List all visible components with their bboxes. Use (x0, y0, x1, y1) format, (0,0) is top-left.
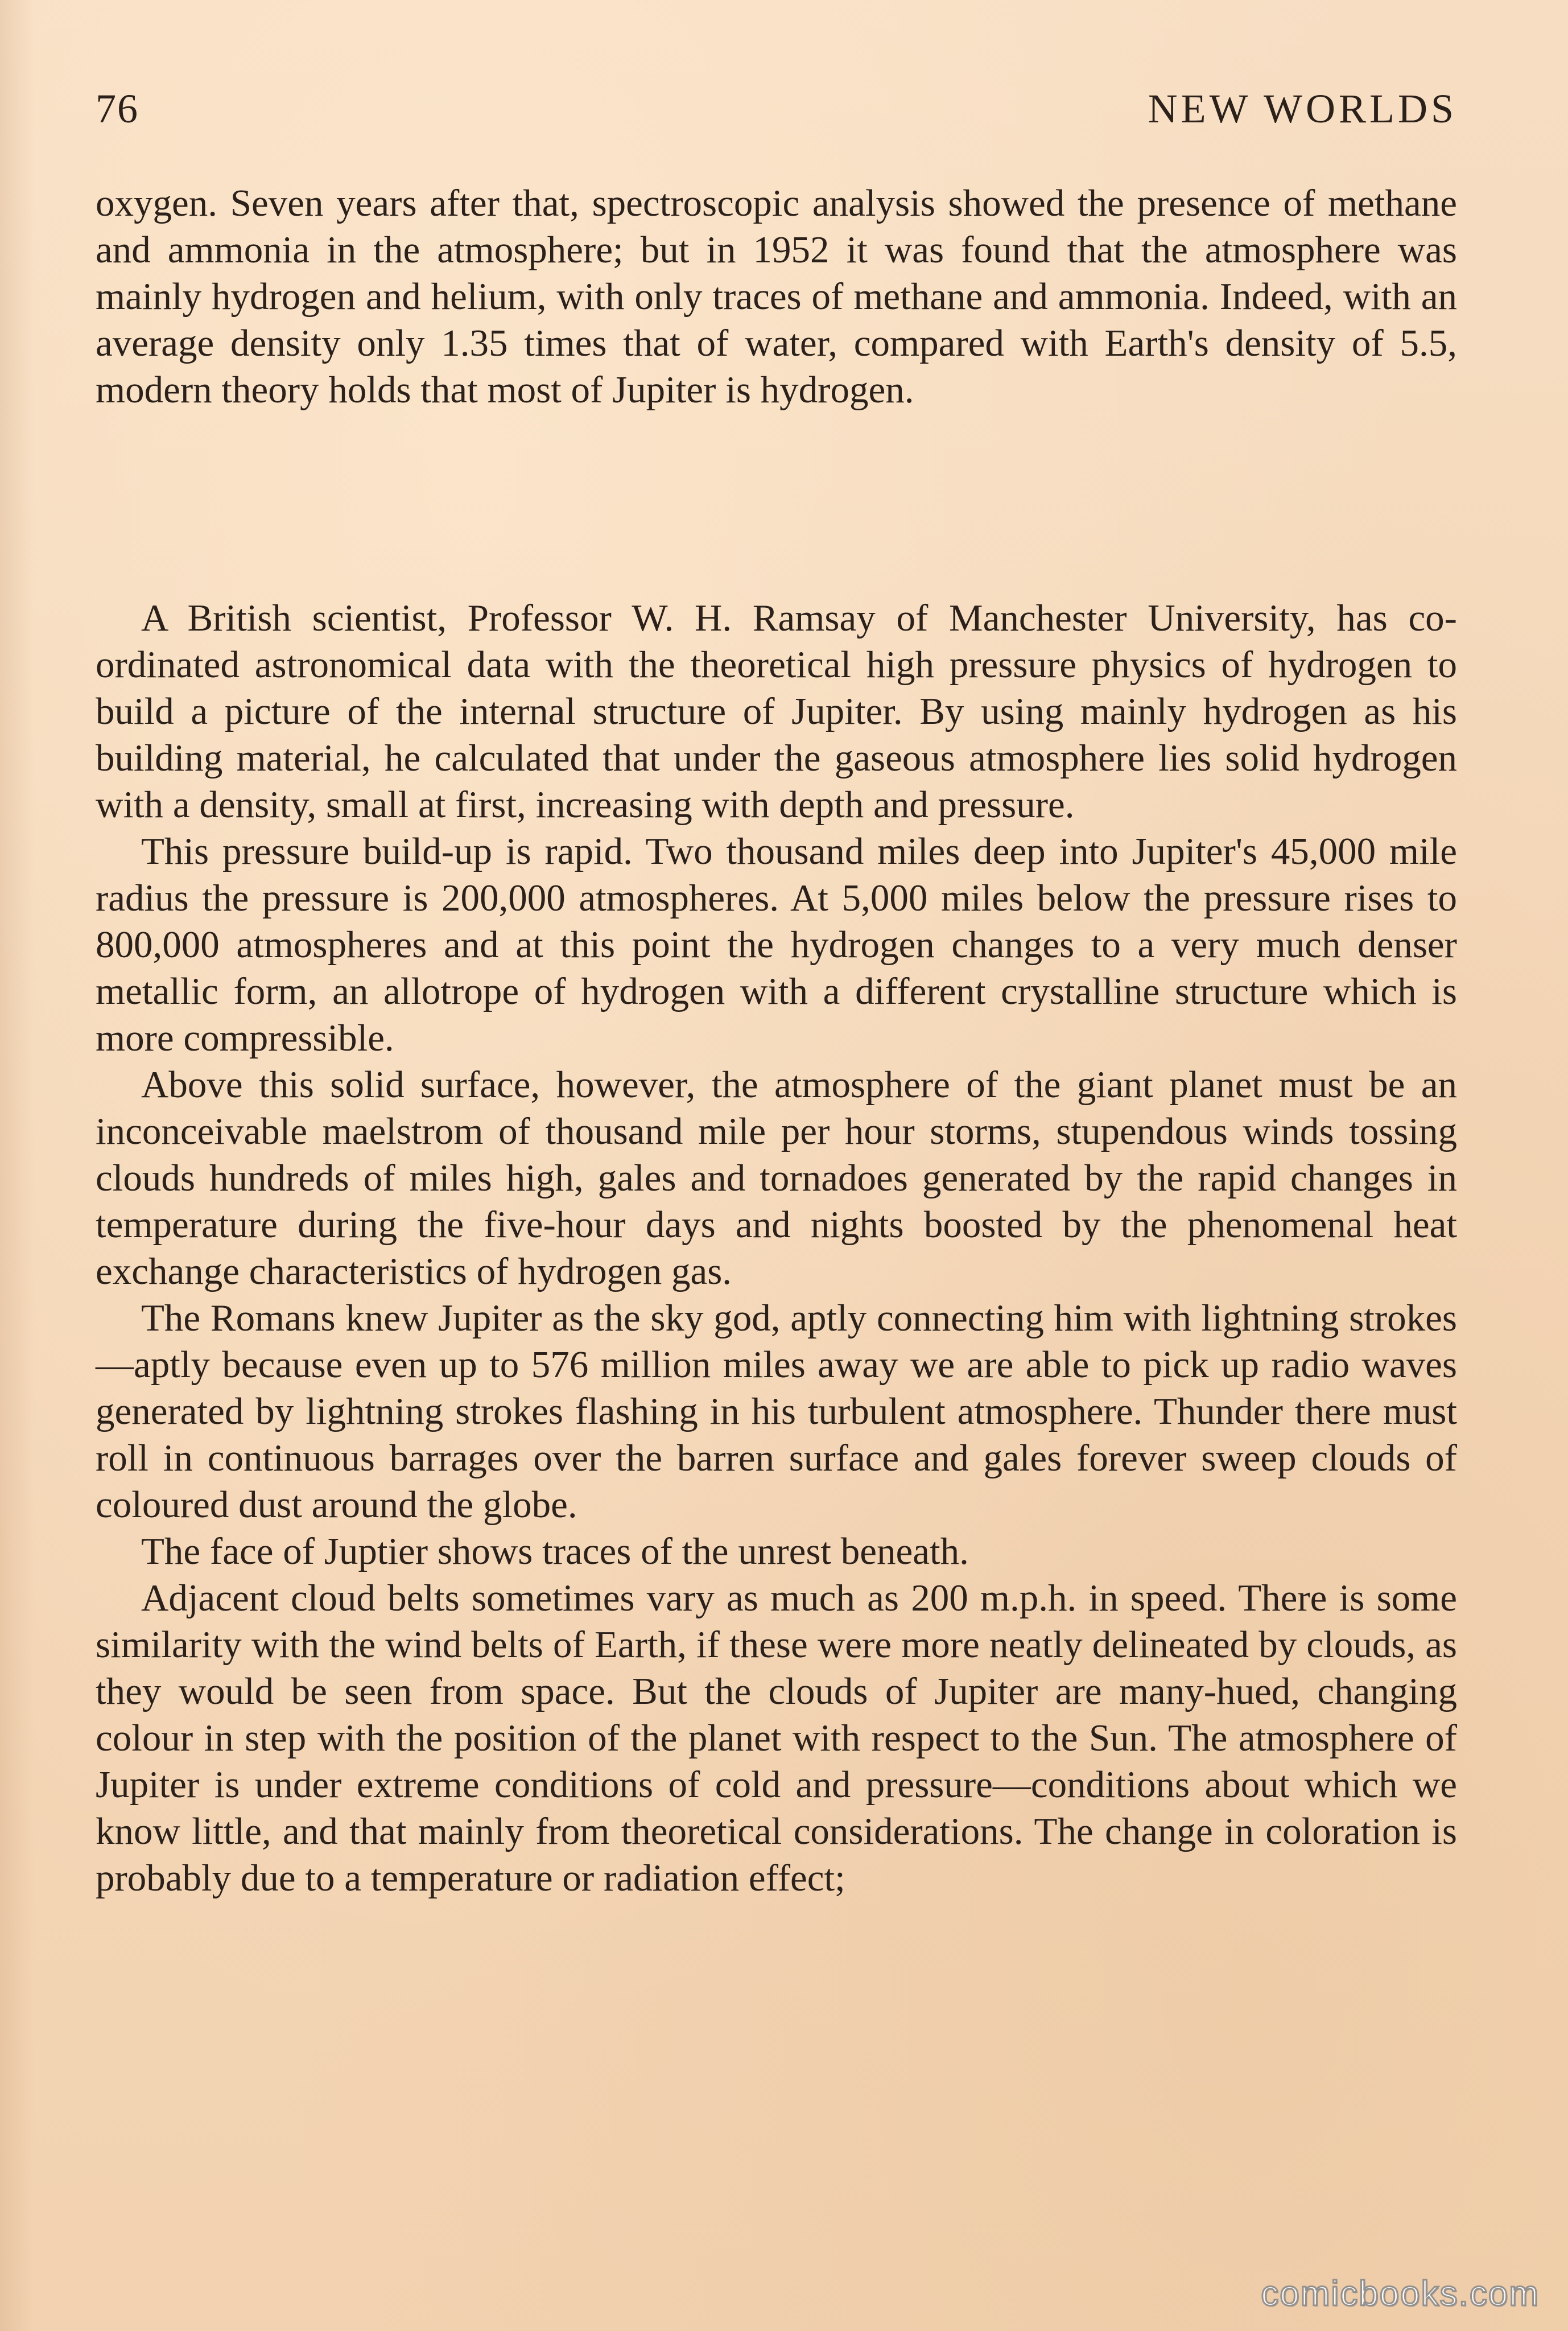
paragraph-pressure: This pressure build-up is rapid. Two thousand miles deep into Jupiter's 45,000 mile radius the pressure is 200,000 atmospheres. At 5,000 miles below the pressure rises to 800,000 atmospheres and at this point the hydrogen changes to a very much denser metallic form, an allotrope of hydrogen with a different crystalline structure which is more compressible. (96, 830, 1457, 1059)
body-text-top (96, 180, 1457, 413)
page-gutter-shade (0, 0, 34, 2331)
paragraph-ramsay: A British scientist, Professor W. H. Ramsay of Manchester University, has co-ordinated astronomical data with the theoretical high pressure physics of hydrogen to build a picture of the internal structure of Jupiter. By using mainly hydrogen as his building material, he calculated that under the gaseous atmosphere lies solid hydrogen with a density, small at first, increasing with depth and pressure. (96, 597, 1457, 826)
paragraph-cloud-belts: Adjacent cloud belts sometimes vary as much as 200 m.p.h. in speed. There is some similarity with the wind belts of Earth, if these were more neatly delineated by clouds, as they would be seen from space. But the clouds of Jupiter are many-hued, changing colour in step with the position of the planet with respect to the Sun. The atmosphere of Jupiter is under extreme conditions of cold and pressure—conditions about which we know little, and that mainly from theoretical considerations. The change in coloration is probably due to a temperature or radiation effect; (96, 1577, 1457, 1899)
paragraph-continued: oxygen. Seven years after that, spectroscopic analysis showed the presence of methane and ammonia in the atmosphere; but in 1952 it was found that the atmosphere was mainly hydrogen and helium, with only traces of methane and ammonia. Indeed, with an average density only 1.35 times that of water, compared with Earth's density of 5.5, modern theory holds that most of Jupiter is hydrogen. (96, 182, 1457, 411)
page-number: 76 (96, 86, 139, 131)
paragraph-atmosphere: Above this solid surface, however, the atmosphere of the giant planet must be an inconceivable maelstrom of thousand mile per hour storms, stupendous winds tossing clouds hundreds of miles high, gales and tornadoes generated by the rapid changes in temperature during the five-hour days and nights boosted by the phenomenal heat exchange characteristics of hydrogen gas. (96, 1064, 1457, 1292)
body-text-main (96, 595, 1457, 1901)
watermark: comicbooks.com (1261, 2274, 1540, 2313)
paragraph-romans: The Romans knew Jupiter as the sky god, aptly connecting him with lightning strokes—aptly because even up to 576 million miles away we are able to pick up radio waves generated by lightning strokes flashing in his turbulent atmosphere. Thunder there must roll in continuous barrages over the barren surface and gales forever sweep clouds of coloured dust around the globe. (96, 1297, 1457, 1526)
running-title: NEW WORLDS (1148, 86, 1457, 131)
running-head (96, 85, 1457, 148)
paragraph-face: The face of Juptier shows traces of the unrest beneath. (141, 1530, 969, 1572)
